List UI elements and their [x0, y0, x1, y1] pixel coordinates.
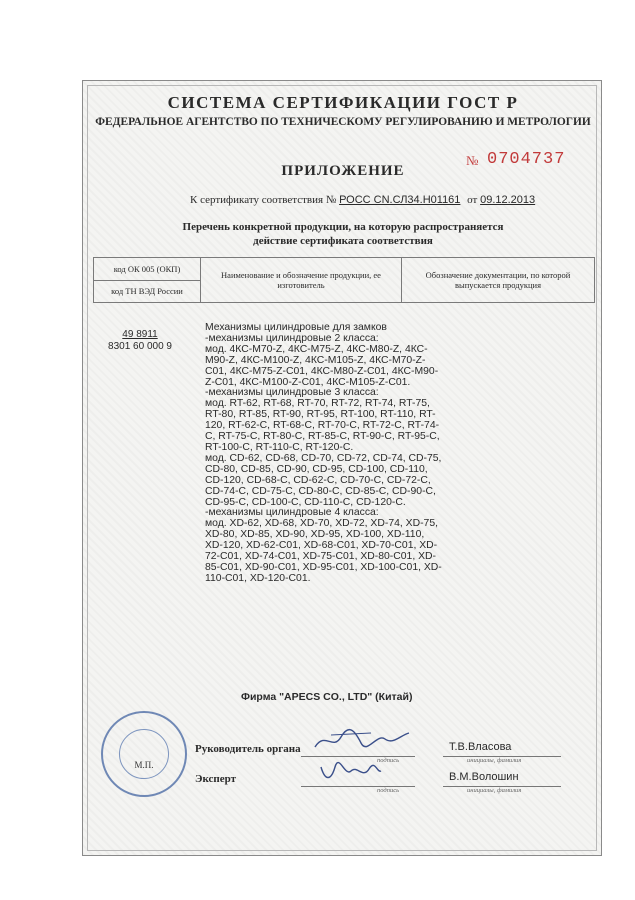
head-of-body-label: Руководитель органа: [195, 743, 301, 755]
expert-label: Эксперт: [195, 773, 237, 785]
product-line: -механизмы цилиндровые 4 класса:: [205, 507, 379, 519]
product-line: CD-74-С, CD-75-С, CD-80-С, CD-85-С, CD-90-С,: [205, 485, 436, 497]
stamp-mp-label: М.П.: [134, 760, 154, 770]
documentation-header: Обозначение документации, по которой выпускается продукция: [425, 270, 571, 290]
product-line: CD-120, CD-68-С, CD-62-С, CD-70-С, CD-72-С,: [205, 474, 431, 486]
product-line: С, RT-75-С, RT-80-С, RT-85-С, RT-90-С, RT-95-С,: [205, 431, 440, 443]
product-line: RT-80, RT-85, RT-90, RT-95, RT-100, RT-110, RT-: [205, 409, 436, 421]
product-line: -механизмы цилиндровые 3 класса:: [205, 387, 379, 399]
product-line: мод. CD-62, CD-68, CD-70, CD-72, CD-74, CD-75,: [205, 452, 442, 464]
expert-sign-caption: подпись: [377, 787, 400, 794]
tnved-code-header: код ТН ВЭД России: [94, 280, 200, 303]
code-column: [94, 258, 201, 302]
certificate-date-label: от: [467, 194, 478, 206]
list-title-line1: Перечень конкретной продукции, на которую распространяется: [182, 221, 504, 233]
okp-code: 49 8911: [122, 329, 158, 340]
product-line: мод. 4КС-М70-Z, 4КС-М75-Z, 4КС-М80-Z, 4КС-: [205, 343, 428, 355]
stamp-inner-ring: [119, 729, 169, 779]
appendix-title: ПРИЛОЖЕНИЕ: [281, 163, 405, 179]
head-name: Т.В.Власова: [449, 741, 512, 753]
product-line: 110-С01, XD-120-С01.: [205, 572, 311, 584]
product-line: XD-80, XD-85, XD-90, XD-95, XD-100, XD-110,: [205, 529, 425, 541]
product-codes: [100, 329, 180, 353]
product-line: Механизмы цилиндровые для замков: [205, 322, 387, 333]
certificate-date: 09.12.2013: [480, 194, 536, 206]
head-sign-caption: подпись: [377, 757, 400, 764]
manufacturer-firm: Фирма "APECS CO., LTD" (Китай): [241, 691, 413, 703]
product-line: М90-Z, 4КС-М100-Z, 4КС-М105-Z, 4КС-М70-Z-: [205, 354, 426, 366]
product-line: С01, 4КС-М75-Z-С01, 4КС-М80-Z-С01, 4КС-М90-: [205, 365, 439, 377]
system-title: СИСТЕМА СЕРТИФИКАЦИИ ГОСТ Р: [167, 93, 519, 112]
product-line: мод. RT-62, RT-68, RT-70, RT-72, RT-74, RT-75,: [205, 398, 430, 410]
certificate-prefix: К сертификату соответствия: [190, 194, 324, 206]
appendix-number: 0704737: [487, 150, 566, 169]
expert-initials-caption: инициалы, фамилия: [467, 787, 522, 794]
product-name-header: Наименование и обозначение продукции, ее изготовитель: [201, 258, 402, 302]
certificate-reference: [190, 194, 535, 206]
tnved-code: 8301 60 000 9: [108, 341, 172, 352]
product-line: -механизмы цилиндровые 2 класса:: [205, 332, 379, 344]
head-signature-icon: [311, 727, 411, 753]
okp-code-header: код ОК 005 (ОКП): [113, 263, 181, 274]
list-title-line2: действие сертификата соответствия: [253, 235, 433, 247]
product-table-header: [93, 257, 595, 303]
certificate-number: РОСС CN.СЛ34.Н01161: [339, 194, 461, 206]
head-initials-caption: инициалы, фамилия: [467, 757, 522, 764]
agency-title: ФЕДЕРАЛЬНОЕ АГЕНТСТВО ПО ТЕХНИЧЕСКОМУ РЕГУЛИРОВАНИЮ И МЕТРОЛОГИИ: [95, 116, 591, 128]
product-line: CD-80, CD-85, CD-90, CD-95, CD-100, CD-110,: [205, 463, 428, 475]
product-list: [205, 323, 487, 585]
product-line: 120, RT-62-С, RT-68-С, RT-70-С, RT-72-С, RT-74-: [205, 420, 440, 432]
expert-name: В.М.Волошин: [449, 771, 519, 783]
product-line: XD-120, XD-62-С01, XD-68-С01, XD-70-С01, XD-: [205, 540, 438, 552]
product-line: 85-С01, XD-90-С01, XD-95-С01, XD-100-С01, XD-: [205, 561, 442, 573]
certificate-number-label: №: [325, 194, 337, 206]
product-line: Z-С01, 4КС-М100-Z-С01, 4КС-М105-Z-С01.: [205, 376, 411, 388]
certificate-appendix-sheet: [82, 80, 602, 856]
product-line: RT-100-С, RT-110-С, RT-120-С.: [205, 441, 354, 453]
certification-stamp: [101, 711, 187, 797]
appendix-number-label: №: [466, 153, 479, 168]
product-line: 72-С01, XD-74-С01, XD-75-С01, XD-80-С01, XD-: [205, 551, 436, 563]
product-line: CD-95-С, CD-100-С, CD-110-С, CD-120-С.: [205, 496, 406, 508]
product-line: мод. XD-62, XD-68, XD-70, XD-72, XD-74, XD-75,: [205, 518, 438, 530]
